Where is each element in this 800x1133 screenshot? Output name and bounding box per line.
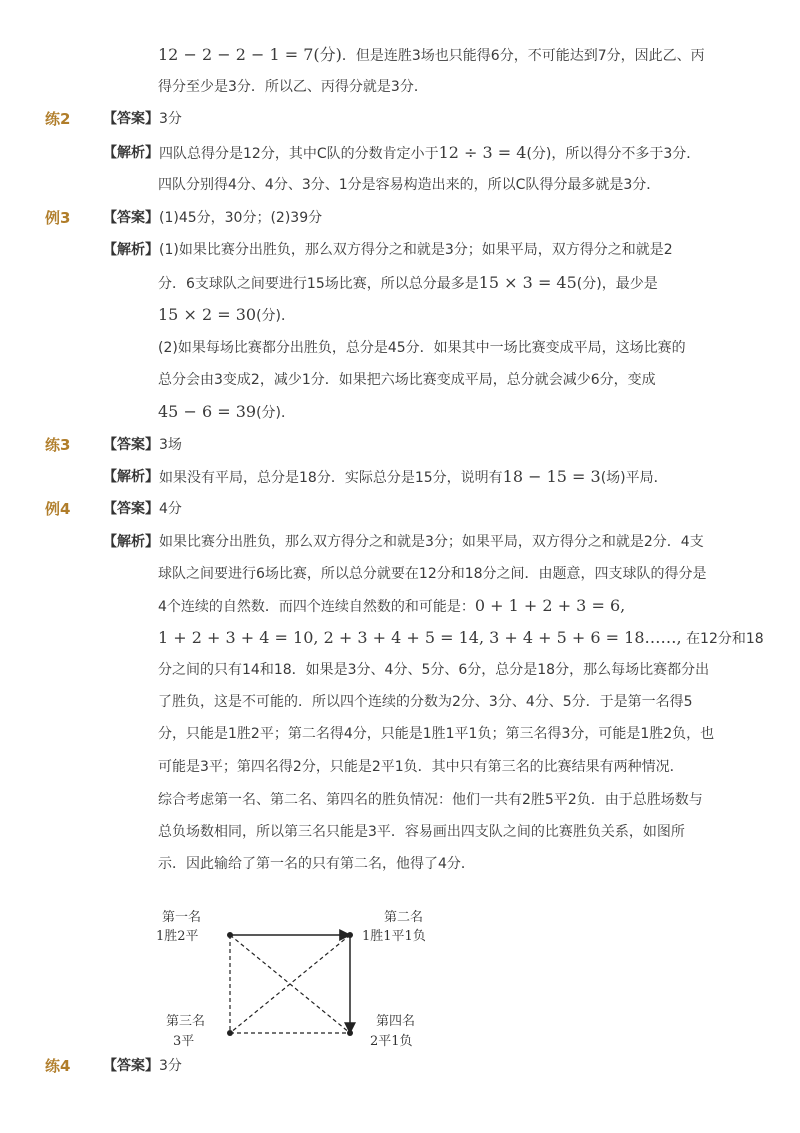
- text-line: (1)如果比赛分出胜负，那么双方得分之和就是3分；如果平局，双方得分之和就是2: [159, 242, 673, 258]
- math-expression: 12 ÷ 3 = 4: [438, 143, 527, 162]
- text-line: 12 − 2 − 2 − 1 = 7(分)．但是连胜3场也只能得6分，不可能达到7分，因此乙、丙: [158, 45, 705, 64]
- node-fourth-record: 2平1负: [370, 1034, 413, 1049]
- section-label-lian3: 练3: [45, 436, 71, 454]
- text-line: 如果没有平局，总分是18分．实际总分是15分，说明有18 − 15 = 3(场)平局．: [159, 467, 668, 486]
- text-line: 45 − 6 = 39(分)．: [158, 402, 295, 421]
- node-first-name: 第一名: [162, 910, 202, 925]
- text-line: 4个连续的自然数．而四个连续自然数的和可能是：0 + 1 + 2 + 3 = 6,: [158, 596, 626, 615]
- analysis-tag: 【解析】: [103, 534, 159, 550]
- text-line: 综合考虑第一名、第二名、第四名的胜负情况：他们一共有2胜5平2负．由于总胜场数与: [158, 792, 703, 808]
- text-line: 总分会由3变成2，减少1分．如果把六场比赛变成平局，总分就会减少6分，变成: [158, 372, 656, 388]
- node-second: [347, 932, 353, 938]
- analysis-tag: 【解析】: [103, 469, 159, 485]
- answer-tag: 【答案】: [103, 111, 159, 127]
- text-line: (2)如果每场比赛都分出胜负，总分是45分．如果其中一场比赛变成平局，这场比赛的: [158, 340, 686, 356]
- text-line: 球队之间要进行6场比赛，所以总分就要在12分和18分之间．由题意，四支球队的得分是: [158, 566, 707, 582]
- match-result-diagram: [140, 905, 460, 1050]
- math-expression: 0 + 1 + 2 + 3 = 6,: [474, 596, 626, 615]
- node-second-name: 第二名: [384, 910, 424, 925]
- answer-tag: 【答案】: [103, 501, 159, 517]
- math-expression: 15 × 2 = 30: [158, 305, 257, 324]
- math-expression: 45 − 6 = 39: [158, 402, 257, 421]
- node-first: [227, 932, 233, 938]
- text-line: 分．6支球队之间要进行15场比赛，所以总分最多是15 × 3 = 45(分)，最少是: [158, 273, 658, 292]
- analysis-tag: 【解析】: [103, 145, 159, 161]
- node-third-record: 3平: [173, 1034, 195, 1049]
- section-label-li3: 例3: [45, 209, 71, 227]
- answer-text: 3分: [159, 111, 182, 127]
- text-line: 得分至少是3分．所以乙、丙得分就是3分．: [158, 79, 428, 95]
- math-expression: 12 − 2 − 2 − 1 = 7(分): [158, 45, 342, 64]
- answer-text: 3分: [159, 1058, 182, 1074]
- math-expression: 15 × 3 = 45: [478, 273, 577, 292]
- math-expression: 18 − 15 = 3: [502, 467, 601, 486]
- node-fourth: [347, 1030, 353, 1036]
- math-expression: 1 + 2 + 3 + 4 = 10, 2 + 3 + 4 + 5 = 14, 3 + 4 + 5 + 6 = 18……,: [158, 628, 682, 647]
- text-line: 如果比赛分出胜负，那么双方得分之和就是3分；如果平局，双方得分之和就是2分．4支: [159, 534, 704, 550]
- answer-text: 3场: [159, 437, 182, 453]
- answer-tag: 【答案】: [103, 437, 159, 453]
- answer-text: (1)45分，30分；(2)39分: [159, 210, 323, 226]
- text-line: 了胜负，这是不可能的．所以四个连续的分数为2分、3分、4分、5分．于是第一名得5: [158, 694, 693, 710]
- node-fourth-name: 第四名: [376, 1014, 416, 1029]
- answer-text: 4分: [159, 501, 182, 517]
- node-first-record: 1胜2平: [156, 929, 199, 944]
- text-line: 分之间的只有14和18．如果是3分、4分、5分、6分，总分是18分，那么每场比赛都分出: [158, 662, 710, 678]
- section-label-lian4: 练4: [45, 1057, 71, 1075]
- text-line: 示．因此输给了第一名的只有第二名，他得了4分．: [158, 856, 475, 872]
- text-line: 可能是3平；第四名得2分，只能是2平1负．其中只有第三名的比赛结果有两种情况．: [158, 759, 684, 775]
- node-second-record: 1胜1平1负: [362, 929, 426, 944]
- text-line: 1 + 2 + 3 + 4 = 10, 2 + 3 + 4 + 5 = 14, 3 + 4 + 5 + 6 = 18……, 在12分和18: [158, 628, 764, 647]
- section-label-li4: 例4: [45, 500, 71, 518]
- node-third: [227, 1030, 233, 1036]
- answer-tag: 【答案】: [103, 210, 159, 226]
- text-line: 15 × 2 = 30(分)．: [158, 305, 295, 324]
- answer-tag: 【答案】: [103, 1058, 159, 1074]
- node-third-name: 第三名: [166, 1014, 206, 1029]
- section-label-lian2: 练2: [45, 110, 71, 128]
- text-line: 分，只能是1胜2平；第二名得4分，只能是1胜1平1负；第三名得3分，可能是1胜2负，也: [158, 726, 715, 742]
- text-line: 总负场数相同，所以第三名只能是3平．容易画出四支队之间的比赛胜负关系，如图所: [158, 824, 685, 840]
- text-line: 四队总得分是12分，其中C队的分数肯定小于12 ÷ 3 = 4(分)，所以得分不多于3分．: [159, 143, 701, 162]
- analysis-tag: 【解析】: [103, 242, 159, 258]
- text-line: 四队分别得4分、4分、3分、1分是容易构造出来的，所以C队得分最多就是3分．: [158, 177, 661, 193]
